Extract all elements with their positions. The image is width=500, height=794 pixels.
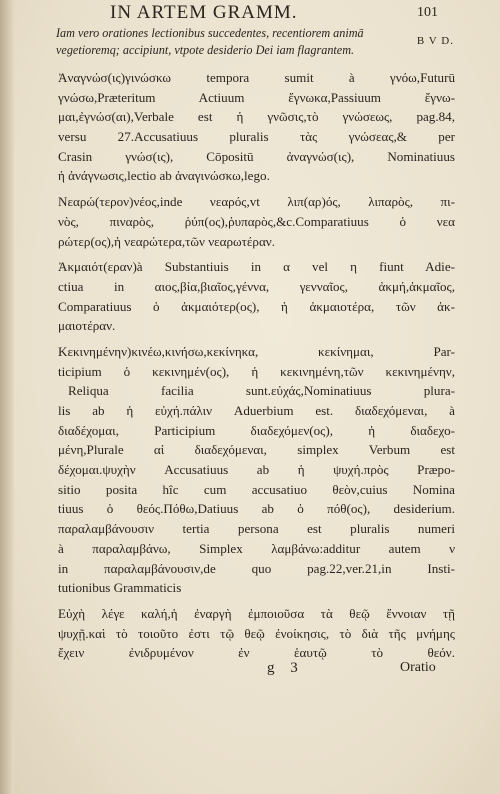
page-number: 101	[417, 5, 438, 20]
page-header	[0, 2, 500, 24]
text-line: νὸς, πιναρὸς, ῥύπ(ος),ῥυπαρὸς,&c.Comparatiuus ὁ νεα	[58, 213, 455, 229]
text-line: παραλαμβάνουσιν tertia persona est pluralis numeri	[58, 521, 455, 537]
text-line: Ἀναγνώσ(ις)γινώσκω tempora sumit à γνόω,Futurū	[58, 70, 455, 85]
text-line: tiuus ὁ θεός.Πόθω,Datiuus ab ὁ πόθ(ος), desiderium.	[58, 501, 455, 517]
text-line: Νεαρώ(τερον)νέος,inde νεαρός,vt λιπ(αρ)ός, λιπαρὸς, πι-	[58, 194, 455, 210]
text-line: ἡ ἀνάγνωσις,lectio ab ἀναγινώσκω,lego.	[58, 168, 270, 184]
text-line: ticipium ὁ κεκινημέν(ος), ἡ κεκινημένη,τῶν κεκινημένην,	[58, 363, 455, 379]
text-line: Comparatiuus ὁ ἀκμαιότερ(ος), ἡ ἀκμαιοτέρα, τῶν ἀκ-	[58, 298, 455, 314]
text-line: Crasin γνώσ(ις), Cōpositū ἀναγνώσ(ις), Nominatiuus	[58, 148, 455, 164]
text-line: à παραλαμβάνω, Simplex λαμβάνω:additur autem ν	[58, 540, 455, 556]
subheading-line: Iam vero orationes lectionibus succedentes, recentiorem animā	[56, 26, 364, 40]
text-line: Κεκινημένην)κινέω,κινήσω,κεκίνηκα, κεκίνημαι, Par-	[58, 343, 455, 359]
text-line: μαι,ἐγνώσ(αι),Verbale est ἡ γνῶσις,τὸ γνώσεως, pag.84,	[58, 109, 455, 125]
signature-mark: g 3	[267, 660, 304, 676]
catchword: Oratio	[400, 660, 436, 675]
text-line: in παραλαμβάνουσιν,de quo pag.22,ver.21,in Insti-	[58, 560, 455, 576]
text-line: versu 27.Accusatiuus pluralis τὰς γνώσεας,& per	[58, 129, 455, 145]
text-line: tutionibus Grammaticis	[58, 580, 182, 596]
text-line: lis ab ἡ εὐχή.πάλιν Aduerbium est. διαδεχόμεναι, à	[58, 403, 455, 418]
text-line: ρώτερ(ος),ἡ νεαρώτερα,τῶν νεαρωτέραν.	[58, 233, 276, 249]
text-line: ctiua in αιος,βία,βιαῖος,γέννα, γενναῖος, ἀκμή,ἀκμαῖος,	[58, 278, 455, 294]
text-line: Ἀκμαιότ(εραν)à Substantiuis in α vel η fiunt Adie-	[58, 259, 455, 275]
text-line: sitio posita hîc cum accusatiuo θεὸν,cuius Nomina	[58, 481, 455, 497]
text-line: μένη,Plurale αἱ διαδεχόμεναι, simplex Verbum est	[58, 442, 455, 458]
binding-gutter	[0, 0, 14, 794]
running-head: IN ARTEM GRAMM.	[110, 2, 298, 23]
text-line: γνώσω,Præteritum Actiuum ἔγνωκα,Passiuum ἔγνω-	[58, 89, 455, 105]
margin-note: B V D.	[416, 35, 454, 47]
text-line: δέχομαι.ψυχὴν Accusatiuus ab ἡ ψυχή.πρὸς Præpo-	[58, 462, 455, 478]
text-line: διαδέχομαι, Participium διαδεχόμεν(ος), ἡ διαδεχο-	[58, 422, 455, 438]
text-line: ἔχειν ἐνιδρυμένον ἐν ἑαυτῷ τὸ θεόν.	[58, 645, 455, 661]
subheading-line: vegetioremq; accipiunt, vtpote desiderio Dei iam flagrantem.	[56, 43, 355, 57]
subheading	[56, 25, 416, 59]
body-text	[58, 68, 455, 663]
text-line: ψυχῇ.καὶ τὸ τοιοῦτο ἐστι τῷ θεῷ ἐνοίκησις, τὸ διὰ τῆς μνήμης	[58, 625, 455, 641]
text-line: μαιοτέραν.	[58, 318, 116, 334]
text-line: Reliqua facilia sunt.εὐχάς,Nominatiuus plura-	[68, 383, 455, 399]
text-line: Εὐχὴ λέγε καλή,ἡ ἐναργὴ ἐμποιοῦσα τὰ θεῷ ἔννοιαν τῇ	[58, 605, 455, 621]
